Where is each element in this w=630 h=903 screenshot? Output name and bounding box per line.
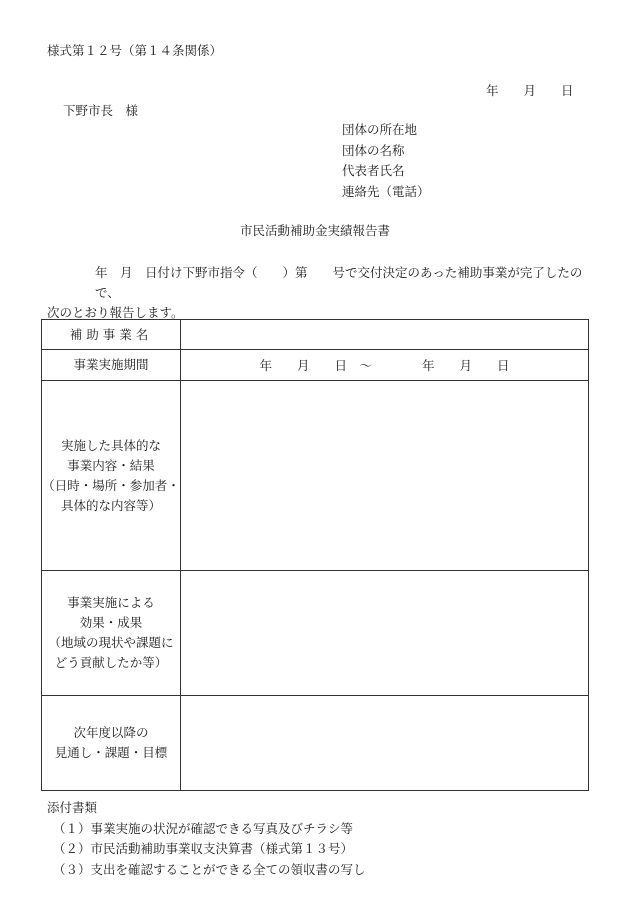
activity-details-label — [42, 381, 181, 571]
attachment-item: （２）市民活動補助事業収支決算書（様式第１３号） — [53, 841, 354, 856]
table-row — [42, 571, 589, 696]
period-field[interactable] — [181, 350, 589, 381]
report-table — [41, 319, 589, 791]
activity-details-label-line: （日時・場所・参加者・ — [42, 477, 180, 493]
effects-field[interactable] — [181, 571, 589, 696]
activity-details-label-line: 実施した具体的な — [60, 437, 161, 453]
attachments-heading: 添付書類 — [47, 800, 98, 815]
table-row — [42, 320, 589, 350]
table-row — [42, 381, 589, 571]
effects-label-line: 事業実施による — [67, 595, 155, 610]
activity-details-label-line: 事業内容・結果 — [67, 457, 155, 473]
applicant-block — [342, 120, 430, 202]
outlook-field[interactable] — [181, 696, 589, 791]
attachment-item: （１）事業実施の状況が確認できる写真及びチラシ等 — [53, 820, 354, 836]
attachments-block — [47, 798, 366, 880]
outlook-label-line: 次年度以降の — [73, 725, 149, 740]
project-name-field[interactable] — [181, 320, 589, 350]
document-title: 市民活動補助金実績報告書 — [239, 223, 390, 238]
activity-details-label-line: 具体的な内容等） — [60, 497, 161, 513]
form-number: 様式第１２号（第１４条関係） — [47, 43, 223, 58]
outlook-label — [42, 696, 181, 791]
period-label: 事業実施期間 — [42, 350, 181, 381]
effects-label-line: 効果・成果 — [79, 615, 143, 630]
applicant-name-label: 団体の名称 — [342, 142, 405, 158]
period-text: 年 月 日 ～ 年 月 日 — [259, 358, 510, 373]
effects-label-line: （地域の現状や課題に — [48, 635, 174, 650]
activity-details-field[interactable] — [181, 381, 589, 571]
table-row — [42, 350, 589, 381]
addressee: 下野市長 様 — [63, 103, 139, 118]
applicant-address-label: 団体の所在地 — [342, 122, 418, 137]
body-text — [47, 263, 595, 323]
date-line: 年 月 日 — [486, 83, 574, 98]
outlook-label-line: 見通し・課題・目標 — [54, 745, 168, 760]
project-name-label: 補助事業名 — [42, 320, 181, 350]
effects-label — [42, 571, 181, 696]
effects-label-line: どう貢献したか等） — [54, 655, 168, 670]
body-line-2: 次のとおり報告します。 — [47, 305, 184, 320]
attachment-item: （３）支出を確認することができる全ての領収書の写し — [53, 861, 366, 877]
table-row — [42, 696, 589, 791]
applicant-representative-label: 代表者氏名 — [342, 163, 405, 178]
applicant-contact-label: 連絡先（電話） — [342, 183, 430, 199]
body-line-1: 年 月 日付け下野市指令（ ）第 号で交付決定のあった補助事業が完了したので、 — [95, 265, 583, 300]
